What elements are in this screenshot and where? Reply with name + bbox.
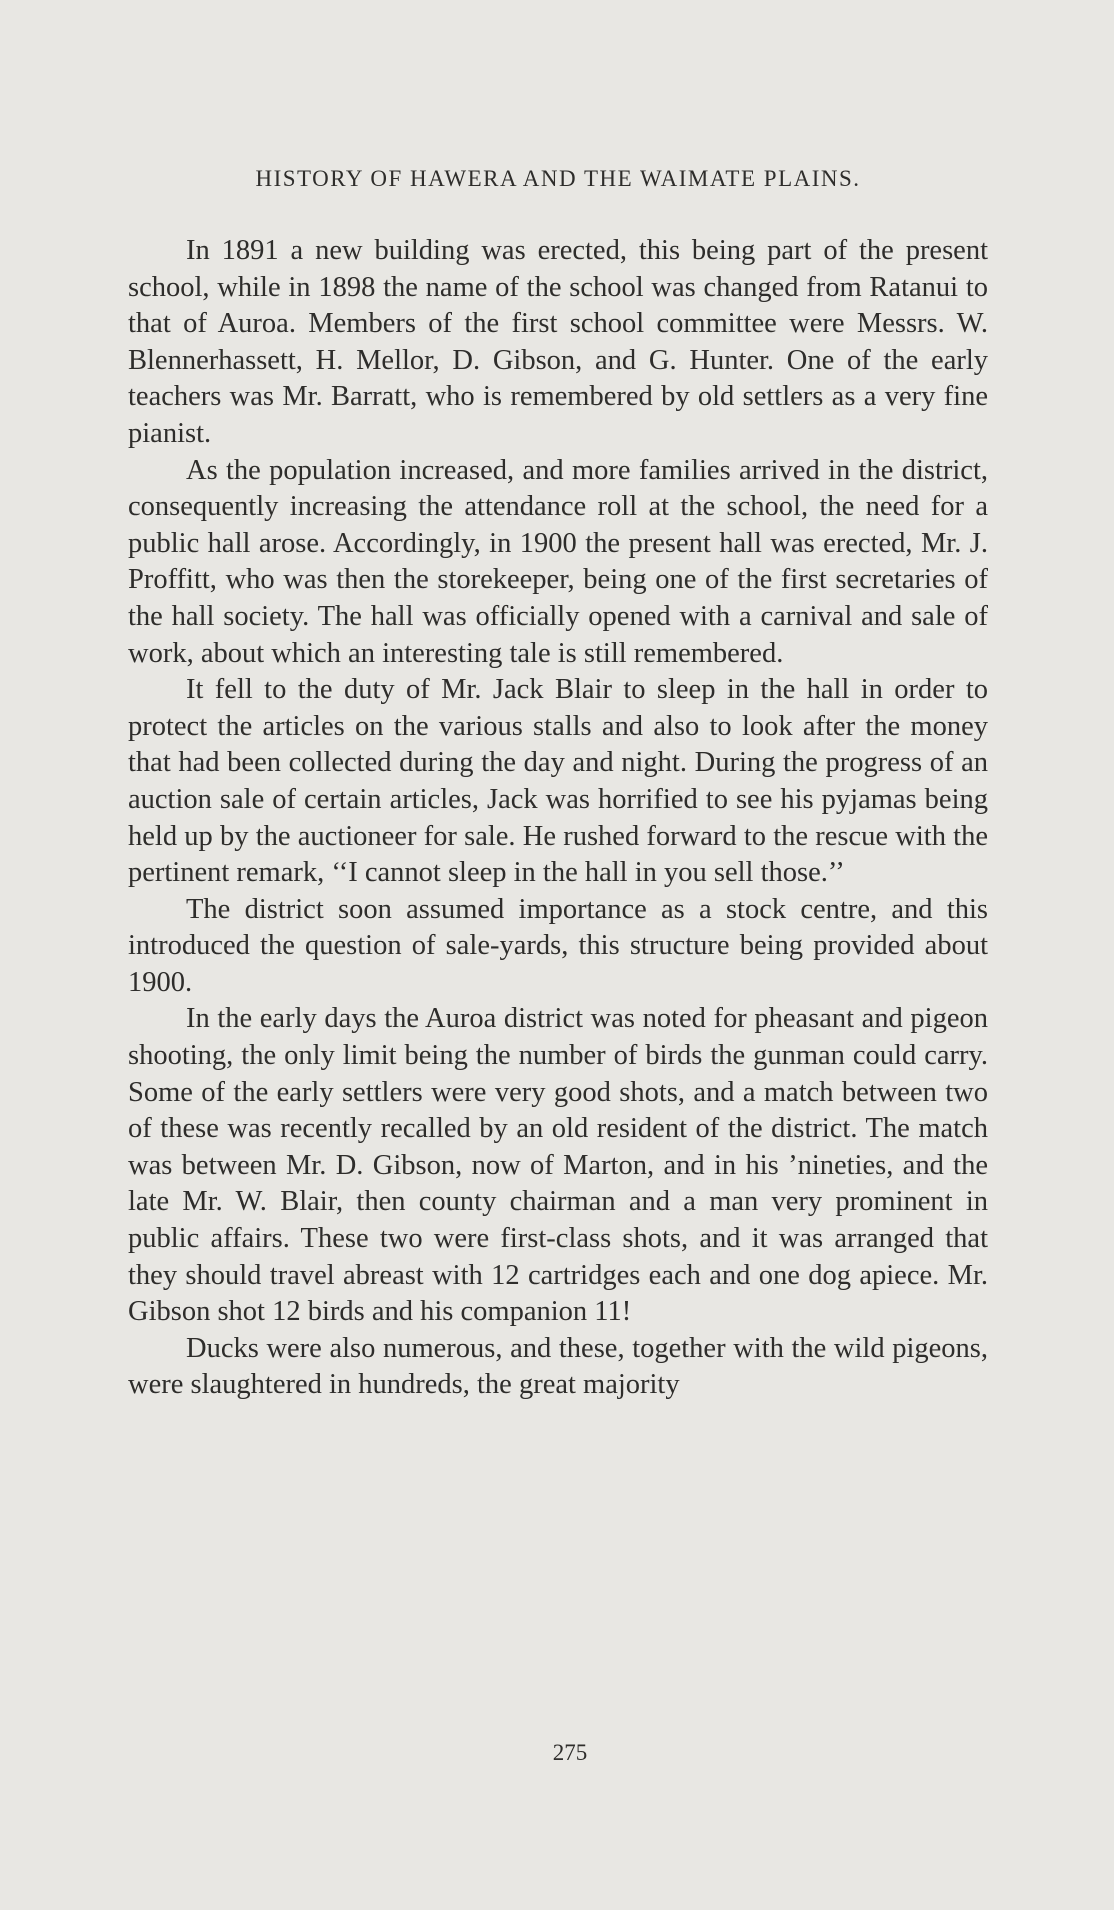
- running-title: HISTORY OF HAWERA AND THE WAIMATE PLAINS.: [255, 166, 861, 191]
- page-number: 275: [552, 1740, 588, 1765]
- paragraph: In 1891 a new building was erected, this being part of the present school, while in 1898 the name of the school was changed from Ratanui to that of Auroa. Members of the first school committee were Messrs. W. Blennerhassett, H. Mellor, D. Gibson, and G. Hunter. One of the early teachers was Mr. Barratt, who is remembered by old settlers as a very fine pianist.: [128, 235, 988, 449]
- paragraph: Ducks were also numerous, and these, together with the wild pigeons, were slaughtered in hundreds, the great majority: [128, 1332, 988, 1401]
- paragraph: The district soon assumed importance as a stock centre, and this introduced the question of sale-yards, this structure being provided about 1900.: [128, 893, 988, 998]
- paragraph: It fell to the duty of Mr. Jack Blair to sleep in the hall in order to protect the articles on the various stalls and also to look after the money that had been collected during the day and night. During the progress of an auction sale of certain articles, Jack was horrified to see his pyjamas being held up by the auctioneer for sale. He rushed forward to the rescue with the pertinent remark, ‘‘I cannot sleep in the hall in you sell those.’’: [128, 674, 988, 889]
- paragraph: As the population increased, and more families arrived in the district, consequently increasing the attendance roll at the school, the need for a public hall arose. Accordingly, in 1900 the present hall was erected, Mr. J. Proffitt, who was then the storekeeper, being one of the first secretaries of the hall society. The hall was officially opened with a carnival and sale of work, about which an interesting tale is still remembered.: [128, 454, 988, 669]
- paragraph: In the early days the Auroa district was noted for pheasant and pigeon shooting, the only limit being the number of birds the gunman could carry. Some of the early settlers were very good shots, and a match between two of these was recently recalled by an old resident of the district. The match was between Mr. D. Gibson, now of Marton, and in his ’nineties, and the late Mr. W. Blair, then county chairman and a man very prominent in public affairs. These two were first-class shots, and it was arranged that they should travel abreast with 12 cartridges each and one dog apiece. Mr. Gibson shot 12 birds and his companion 11!: [128, 1003, 988, 1328]
- body-text: [128, 233, 988, 1404]
